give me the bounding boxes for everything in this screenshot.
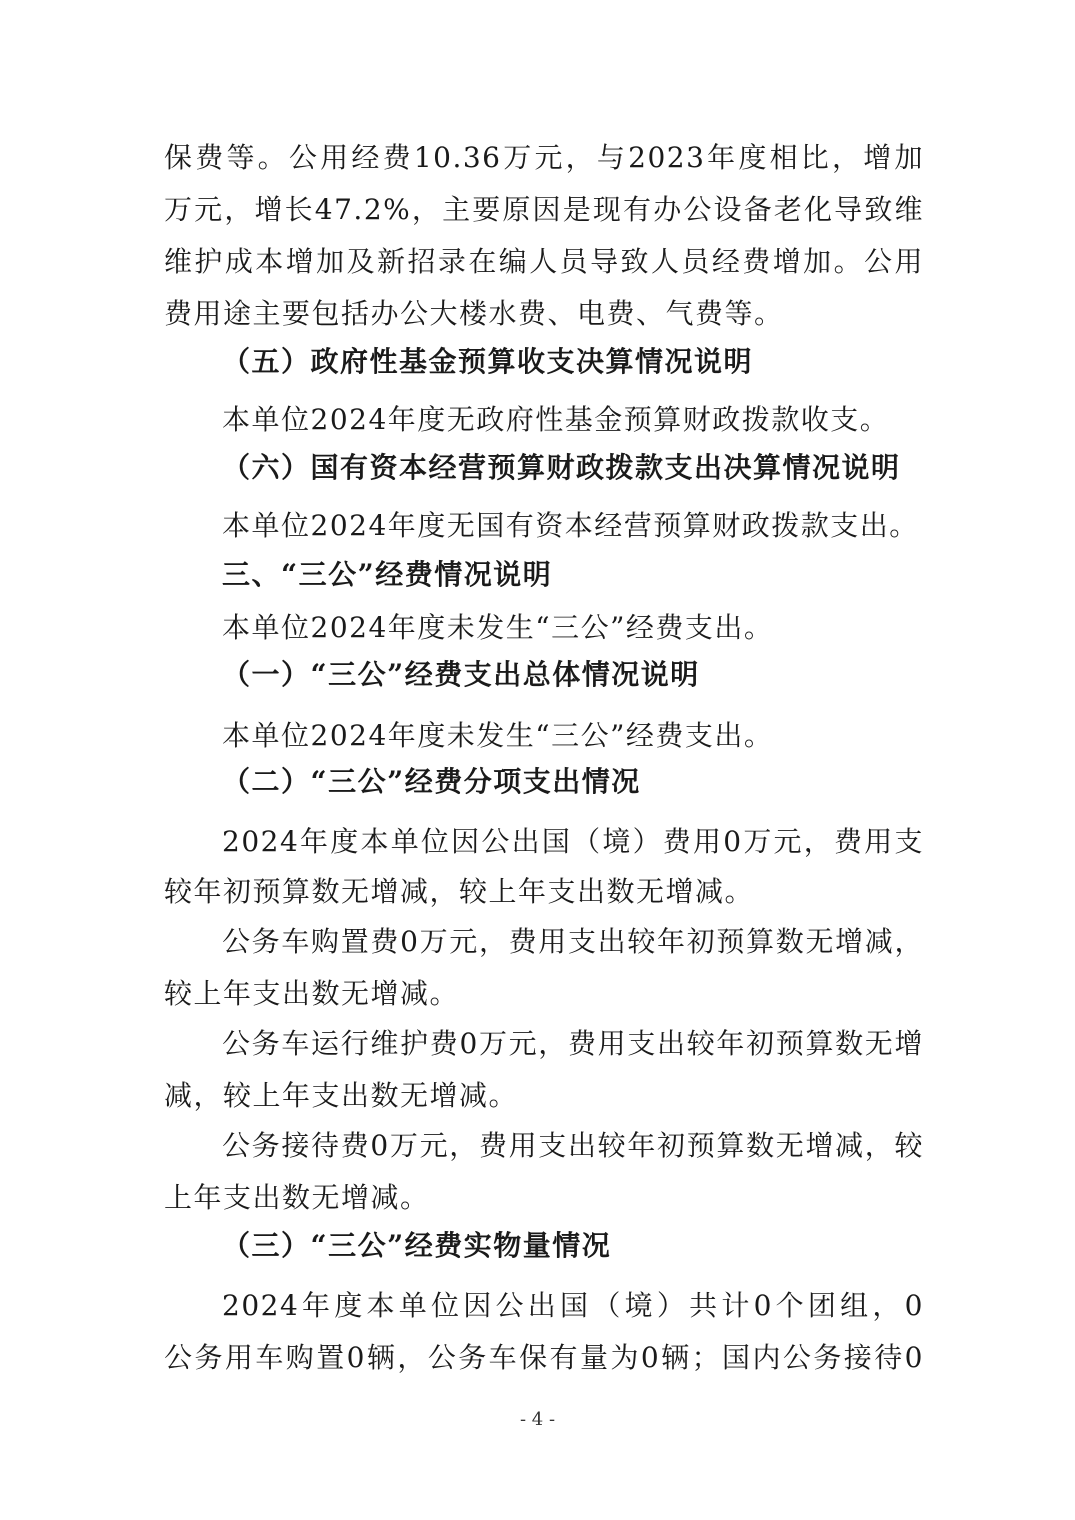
subsection-heading: （六）国有资本经营预算财政拨款支出决算情况说明 xyxy=(222,451,901,484)
body-line: 2024年度本单位因公出国（境）共计0个团组，0 xyxy=(222,1289,924,1322)
body-line: 公务车运行维护费0万元，费用支出较年初预算数无增 xyxy=(222,1027,924,1060)
page-number: - 4 - xyxy=(519,1409,556,1430)
body-line: 减，较上年支出数无增减。 xyxy=(164,1079,519,1112)
body-line: 较上年支出数无增减。 xyxy=(164,977,460,1010)
subsection-heading: （一）“三公”经费支出总体情况说明 xyxy=(222,658,700,691)
body-line: 保费等。公用经费10.36万元，与2023年度相比，增加 xyxy=(164,141,924,174)
body-line: 本单位2024年度无政府性基金预算财政拨款收支。 xyxy=(222,403,890,436)
body-line: 本单位2024年度无国有资本经营预算财政拨款支出。 xyxy=(222,509,919,542)
body-line: 费用途主要包括办公大楼水费、电费、气费等。 xyxy=(164,297,784,330)
subsection-heading: （三）“三公”经费实物量情况 xyxy=(222,1229,612,1262)
body-line: 本单位2024年度未发生“三公”经费支出。 xyxy=(222,719,774,752)
body-line: 上年支出数无增减。 xyxy=(164,1181,430,1214)
body-line: 万元，增长47.2%，主要原因是现有办公设备老化导致维 xyxy=(164,193,924,226)
subsection-heading: （二）“三公”经费分项支出情况 xyxy=(222,765,641,798)
subsection-heading: （五）政府性基金预算收支决算情况说明 xyxy=(222,345,754,378)
body-line: 维护成本增加及新招录在编人员导致人员经费增加。公用 xyxy=(164,245,924,278)
body-line: 公务用车购置0辆，公务车保有量为0辆；国内公务接待0 xyxy=(164,1341,924,1374)
body-line: 公务接待费0万元，费用支出较年初预算数无增减，较 xyxy=(222,1129,924,1162)
body-line: 较年初预算数无增减，较上年支出数无增减。 xyxy=(164,875,755,908)
section-heading: 三、“三公”经费情况说明 xyxy=(222,558,553,591)
body-line: 2024年度本单位因公出国（境）费用0万元，费用支 xyxy=(222,825,924,858)
body-line: 本单位2024年度未发生“三公”经费支出。 xyxy=(222,611,774,644)
body-line: 公务车购置费0万元，费用支出较年初预算数无增减， xyxy=(222,925,924,958)
